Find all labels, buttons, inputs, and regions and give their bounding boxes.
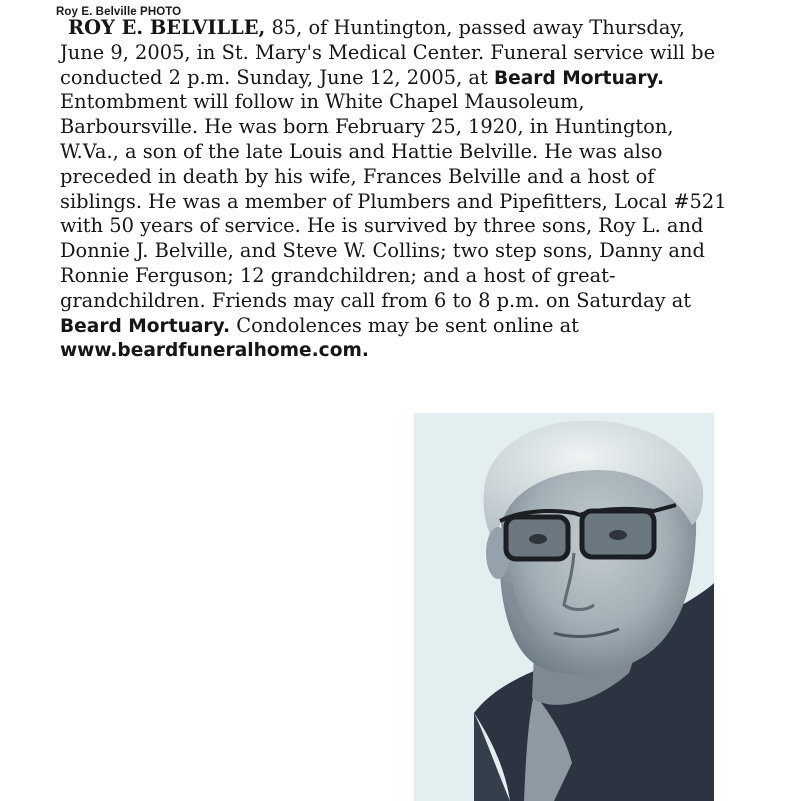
obituary-line-text: Donnie J. Belville, and Steve W. Collins; two step sons, Danny and: [60, 239, 705, 263]
mortuary-name: Beard Mortuary.: [493, 67, 665, 89]
obituary-line-text: Condolences may be sent online at: [230, 313, 579, 337]
obituary-line: [60, 214, 710, 239]
obituary-line-text: with 50 years of service. He is survived by three sons, Roy L. and: [60, 214, 704, 238]
obituary-line-text: Ronnie Ferguson; 12 grandchildren; and a host of great-: [60, 263, 616, 287]
obituary-line: [60, 115, 710, 140]
obituary-line: [60, 16, 710, 41]
obituary-line-text: conducted 2 p.m. Sunday, June 12, 2005, at: [60, 65, 494, 89]
deceased-name: ROY E. BELVILLE,: [68, 16, 266, 39]
obituary-line: [60, 338, 710, 363]
obituary-line-text: W.Va., a son of the late Louis and Hattie Belville. He was also: [60, 139, 663, 163]
website-address: www.beardfuneralhome.com.: [60, 340, 369, 362]
obituary-line: [60, 189, 727, 215]
mortuary-name: Beard Mortuary.: [60, 315, 231, 337]
obituary-line: [60, 314, 710, 339]
obituary-line-text: preceded in death by his wife, Frances Belville and a host of: [60, 164, 655, 188]
obituary-line: [60, 66, 710, 91]
obituary-text: [60, 16, 727, 363]
obituary-line-text: grandchildren. Friends may call from 6 to 8 p.m. on Saturday at: [60, 288, 692, 312]
obituary-line: [60, 90, 710, 115]
obituary-line-text: June 9, 2005, in St. Mary's Medical Center. Funeral service will be: [60, 40, 716, 64]
obituary-line-text: siblings. He was a member of Plumbers and Pipefitters, Local #521: [60, 189, 727, 213]
portrait-photo: [414, 413, 714, 801]
obituary-line: [60, 239, 710, 264]
obituary-line: [60, 40, 716, 66]
obituary-line-text: 85, of Huntington, passed away Thursday,: [265, 16, 685, 39]
photo-caption: Roy E. Belville PHOTO: [56, 6, 182, 18]
obituary-line: [60, 264, 710, 289]
obituary-line-text: Barboursville. He was born February 25, 1920, in Huntington,: [60, 115, 674, 139]
obituary-line: [60, 289, 710, 314]
obituary-line-text: Entombment will follow in White Chapel Mausoleum,: [60, 90, 585, 114]
obituary-line: [60, 140, 710, 165]
obituary-line: [60, 165, 710, 190]
portrait-photo-icon: [414, 413, 714, 801]
